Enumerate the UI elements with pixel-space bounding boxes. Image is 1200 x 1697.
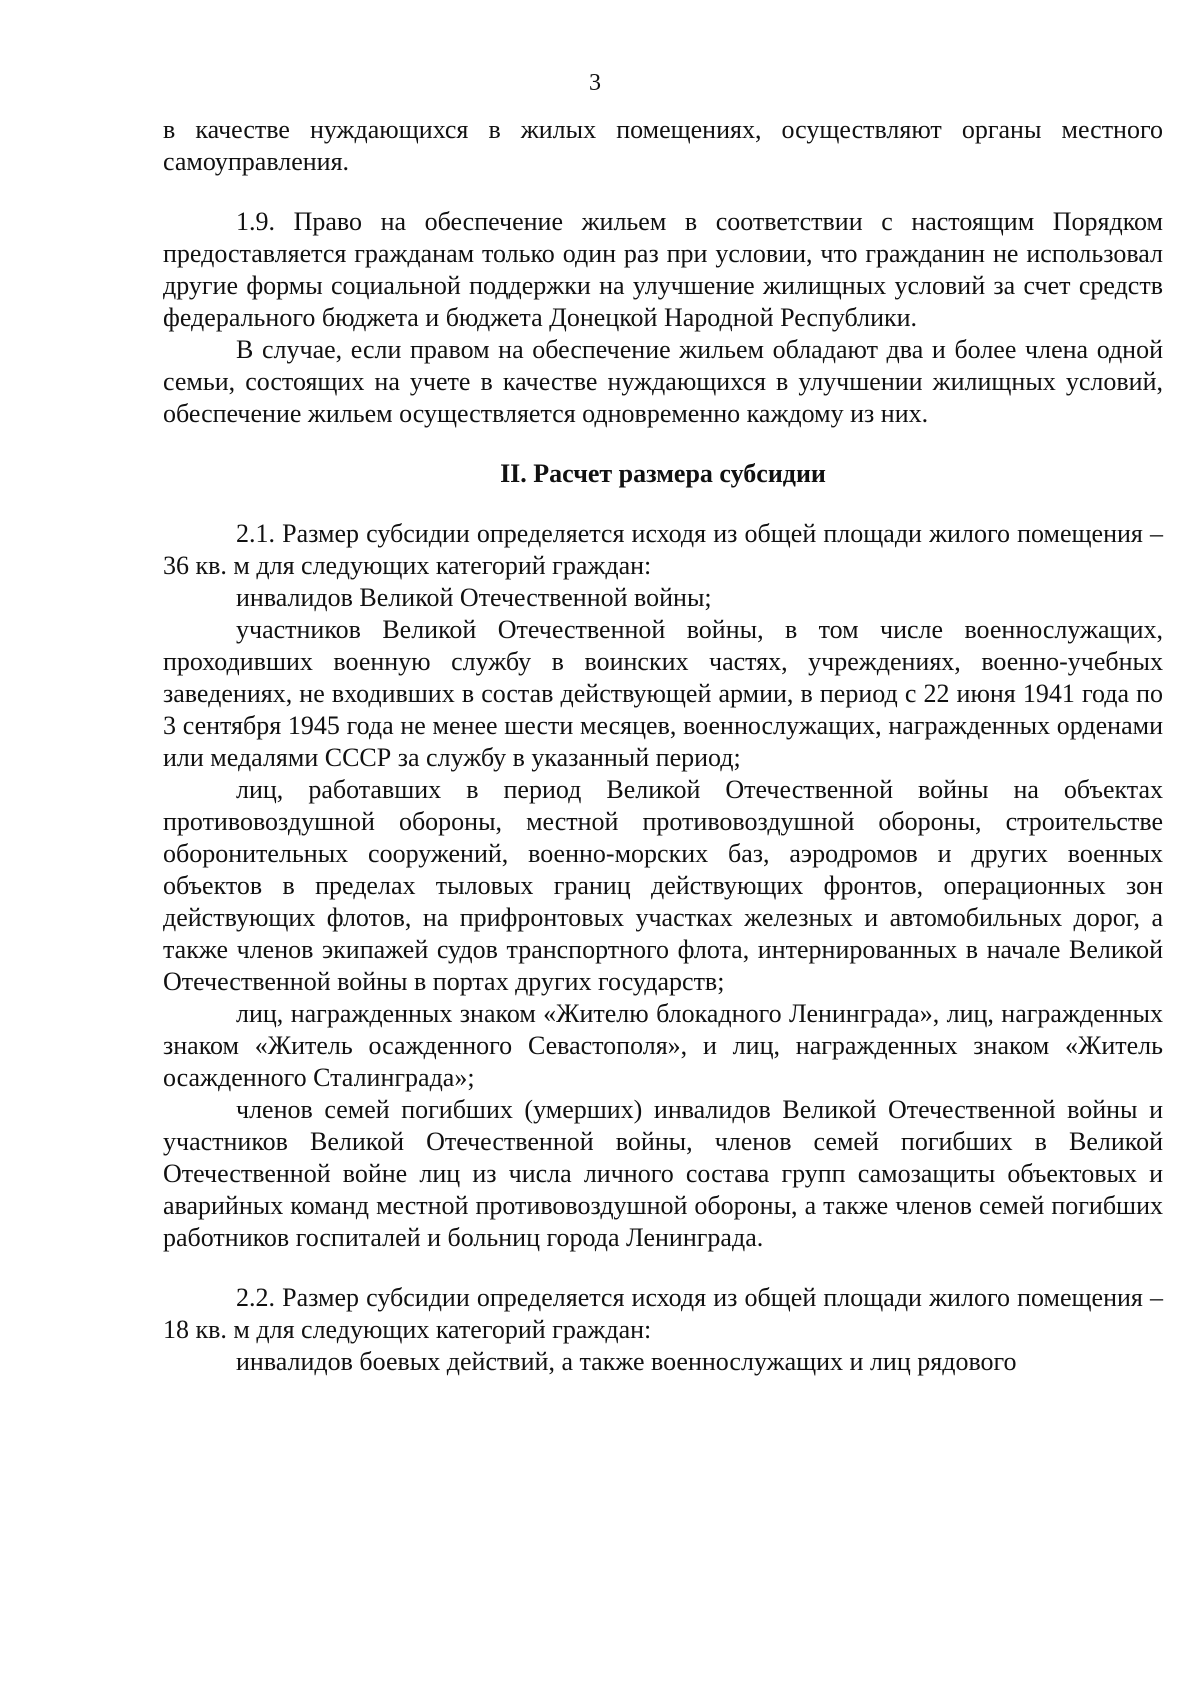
list-item: лиц, работавших в период Великой Отечественной войны на объектах противовоздушной обороны, местной противовоздушной обороны, строительстве оборонительных сооружений, военно-морских баз, аэродромов и других военных объектов в пределах тыловых границ действующих фронтов, операционных зон действующих флотов, на прифронтовых участках железных и автомобильных дорог, а также членов экипажей судов транспортного флота, интернированных в начале Великой Отечественной войны в портах других государств; [163,775,1163,996]
list-item: инвалидов Великой Отечественной войны; [236,583,712,612]
paragraph-2-1: 2.1. Размер субсидии определяется исходя из общей площади жилого помещения – 36 кв. м для следующих категорий граждан: [163,519,1163,580]
paragraph-continuation: в качестве нуждающихся в жилых помещениях, осуществляют органы местного самоуправления. [163,115,1163,176]
paragraph-1-9-family: В случае, если правом на обеспечение жильем обладают два и более члена одной семьи, состоящих на учете в качестве нуждающихся в улучшении жилищных условий, обеспечение жильем осуществляется одновременно каждому из них. [163,335,1163,428]
paragraph-2-2: 2.2. Размер субсидии определяется исходя из общей площади жилого помещения – 18 кв. м для следующих категорий граждан: [163,1283,1163,1344]
document-body [163,114,1163,1378]
section-heading: II. Расчет размера субсидии [500,459,826,488]
page-number: 3 [589,70,601,96]
paragraph-1-9: 1.9. Право на обеспечение жильем в соответствии с настоящим Порядком предоставляется гражданам только один раз при условии, что гражданин не использовал другие формы социальной поддержки на улучшение жилищных условий за счет средств федерального бюджета и бюджета Донецкой Народной Республики. [163,207,1163,332]
list-item: инвалидов боевых действий, а также военнослужащих и лиц рядового [236,1347,1017,1376]
list-item: лиц, награжденных знаком «Жителю блокадного Ленинграда», лиц, награжденных знаком «Житель осажденного Севастополя», и лиц, награжденных знаком «Житель осажденного Сталинграда»; [163,999,1163,1092]
list-item: участников Великой Отечественной войны, в том числе военнослужащих, проходивших военную службу в воинских частях, учреждениях, военно-учебных заведениях, не входивших в состав действующей армии, в период с 22 июня 1941 года по 3 сентября 1945 года не менее шести месяцев, военнослужащих, награжденных орденами или медалями СССР за службу в указанный период; [163,615,1163,772]
list-item: членов семей погибших (умерших) инвалидов Великой Отечественной войны и участников Великой Отечественной войны, членов семей погибших в Великой Отечественной войне лиц из числа личного состава групп самозащиты объектовых и аварийных команд местной противовоздушной обороны, а также членов семей погибших работников госпиталей и больниц города Ленинграда. [163,1095,1163,1252]
